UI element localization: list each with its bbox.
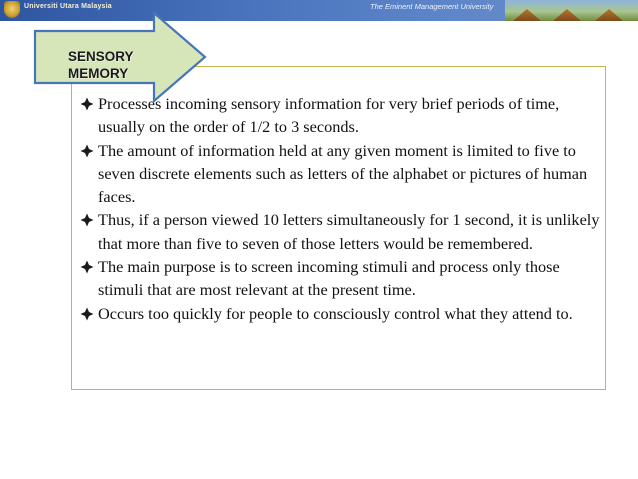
title-arrow xyxy=(33,11,208,103)
bullet-text: Thus, if a person viewed 10 letters simultaneously for 1 second, it is unlikely that more than five to seven of those letters would be remembered. xyxy=(98,210,600,253)
diamond-bullet-icon xyxy=(80,307,94,321)
bullet-text: Occurs too quickly for people to consciously control what they attend to. xyxy=(98,303,573,323)
university-tagline: The Eminent Management University xyxy=(370,2,494,11)
university-logo-icon xyxy=(4,1,20,18)
slide-title-line2: MEMORY xyxy=(68,66,129,81)
slide-title-line1: SENSORY xyxy=(68,49,134,64)
bullet-text: The main purpose is to screen incoming stimuli and process only those stimuli that are most relevant at the present time. xyxy=(98,257,560,300)
bullet-list xyxy=(80,92,605,325)
bullet-item xyxy=(80,255,605,302)
campus-photo xyxy=(505,0,638,21)
roof-shape xyxy=(595,9,623,21)
university-name: Universiti Utara Malaysia xyxy=(24,3,112,10)
bullet-item xyxy=(80,208,605,255)
roof-shape xyxy=(553,9,581,21)
bullet-text: The amount of information held at any given moment is limited to five to seven discrete elements such as letters of the alphabet or pictures of human faces. xyxy=(98,140,588,207)
diamond-bullet-icon xyxy=(80,260,94,274)
diamond-bullet-icon xyxy=(80,144,94,158)
bullet-item xyxy=(80,139,605,209)
bullet-text: Processes incoming sensory information for very brief periods of time, usually on the order of 1/2 to 3 seconds. xyxy=(98,94,560,137)
roof-shape xyxy=(513,9,541,21)
diamond-bullet-icon xyxy=(80,213,94,227)
bullet-item xyxy=(80,302,605,325)
slide-title xyxy=(68,48,180,82)
